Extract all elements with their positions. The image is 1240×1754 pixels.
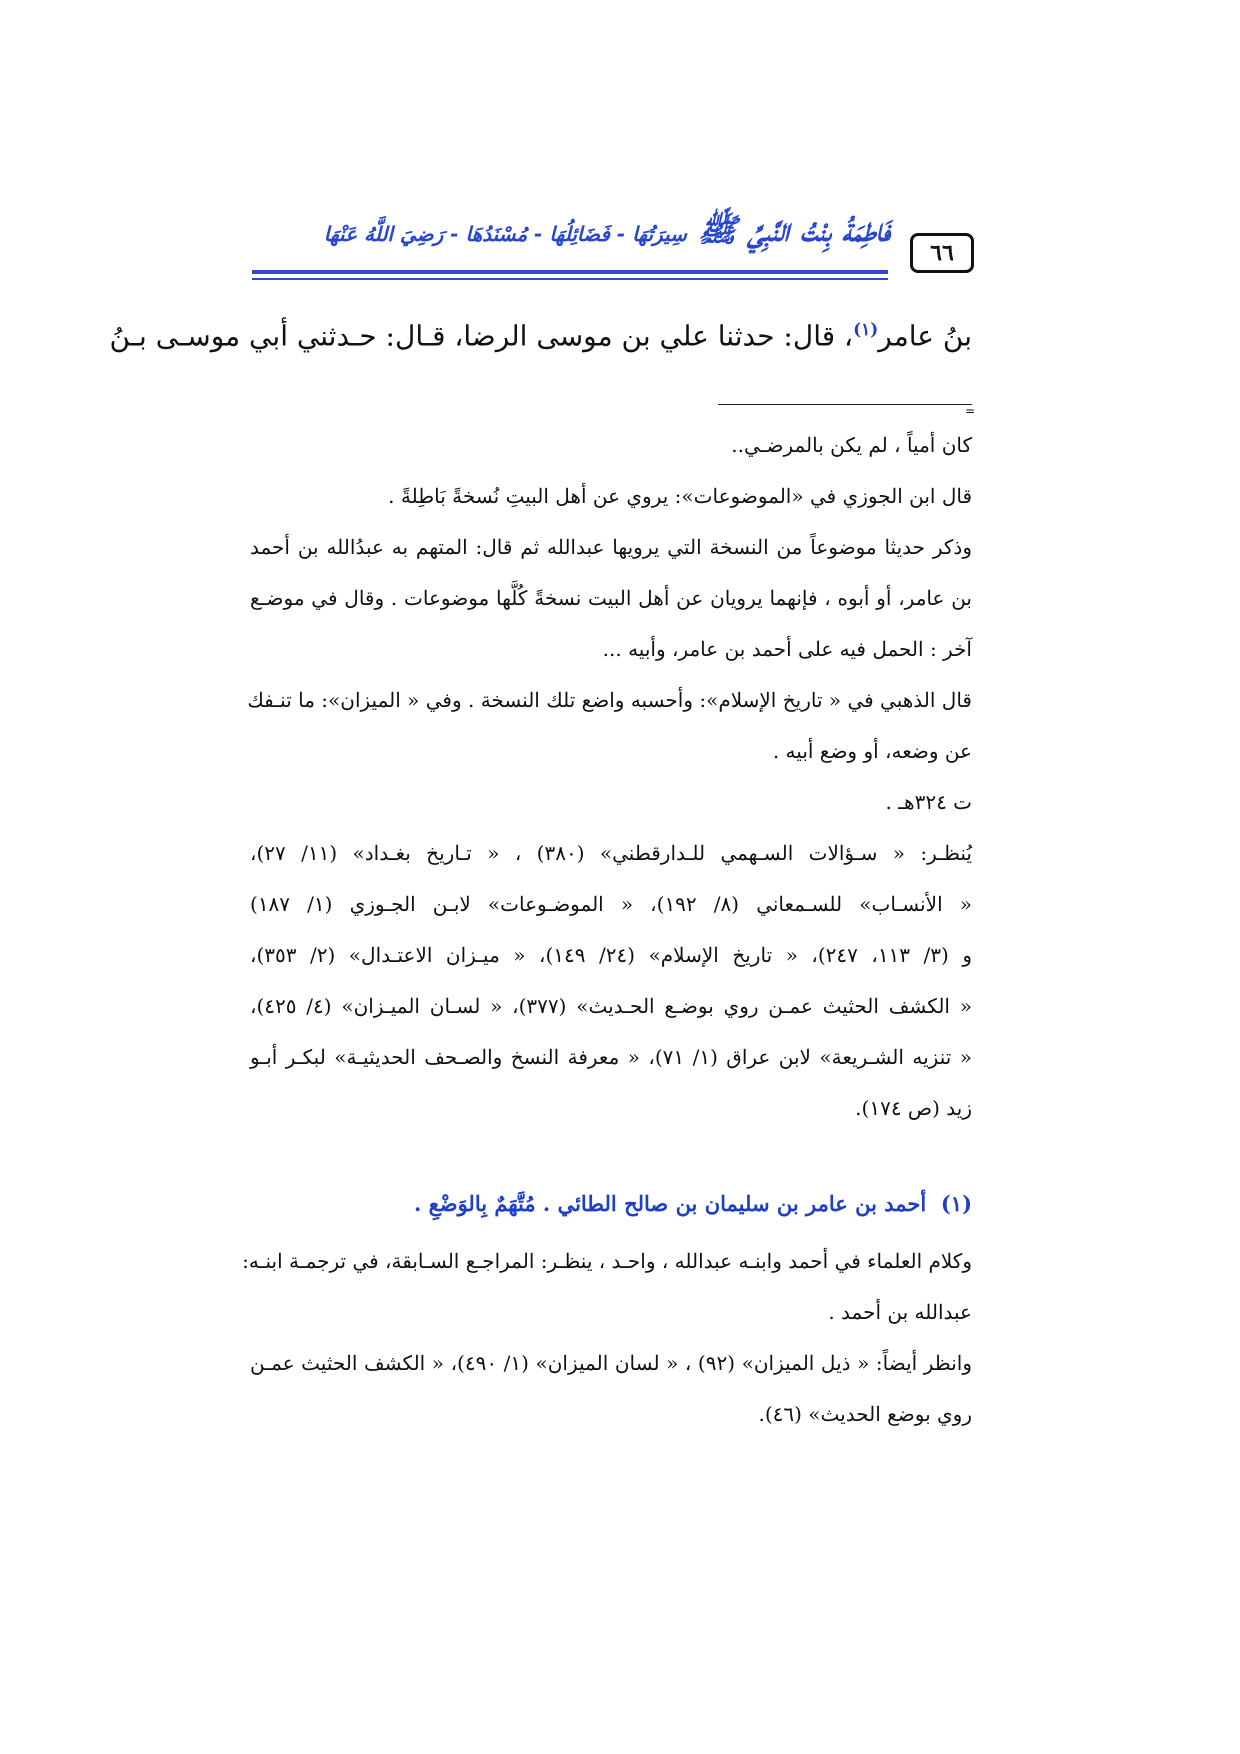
- footnote-1-title: أحمد بن عامر بن سليمان بن صالح الطائي . مُتَّهَمٌ بِالوَضْعِ .: [413, 1191, 927, 1216]
- main-text-before-ref: بنُ عامر: [878, 319, 972, 353]
- continuation-marker: =: [965, 404, 976, 418]
- running-header-title: [310, 200, 890, 260]
- footnote-line: وانظر أيضاً: « ذيل الميزان» (٩٢) ، « لسان الميزان» (١/ ٤٩٠)، « الكشف الحثيث عمـن: [250, 1351, 972, 1375]
- footnote-1-body: [242, 1236, 972, 1440]
- footnote-line: عبدالله بن أحمد .: [828, 1300, 972, 1324]
- footnote-line: عن وضعه، أو وضع أبيه .: [772, 739, 972, 763]
- footnote-continuation: [247, 420, 973, 1134]
- main-text-line: [109, 300, 972, 366]
- header-title-main: فَاطِمَةُ بِنْتُ النَّبِيِّ ﷺ: [698, 211, 890, 249]
- footnote-line: زيد (ص ١٧٤).: [855, 1096, 972, 1120]
- header-rule: [252, 270, 888, 274]
- page-number: ٦٦: [910, 233, 974, 273]
- footnote-line: « الأنسـاب» للسـمعاني (٨/ ١٩٢)، « الموضـوعات» لابـن الجـوزي (١/ ١٨٧): [250, 892, 972, 916]
- footnote-1-number: (١): [940, 1191, 972, 1216]
- footnote-line: وذكر حديثا موضوعاً من النسخة التي يرويها عبدالله ثم قال: المتهم به عبدُالله بن أحمد: [250, 535, 972, 559]
- footnote-line: « الكشف الحثيث عمـن روي بوضـع الحـديث» (٣٧٧)، « لسـان الميـزان» (٤/ ٤٢٥)،: [250, 994, 972, 1018]
- footnote-reference[interactable]: (١): [853, 320, 879, 340]
- footnote-line: بن عامر، أو أبوه ، فإنهما يرويان عن أهل البيت نسخةً كُلَّها موضوعات . وقال في موضـع: [250, 586, 972, 610]
- footnote-line: و (٣/ ١١٣، ٢٤٧)، « تاريخ الإسلام» (٢٤/ ١٤٩)، « ميـزان الاعتـدال» (٢/ ٣٥٣)،: [250, 943, 973, 967]
- main-text-after-ref: ، قال: حدثنا علي بن موسى الرضا، قـال: حـدثني أبي موسـى بـنُ: [109, 319, 854, 353]
- footnote-line: آخر : الحمل فيه على أحمد بن عامر، وأبيه ...: [602, 637, 972, 661]
- footnote-line: قال الذهبي في « تاريخ الإسلام»: وأحسبه واضع تلك النسخة . وفي « الميزان»: ما تنـفك: [247, 688, 972, 712]
- footnote-separator: [718, 404, 972, 405]
- footnote-line: يُنظـر: « سـؤالات السـهمي للـدارقطني» (٣٨٠) ، « تـاريخ بغـداد» (١١/ ٢٧)،: [250, 841, 972, 865]
- footnote-line: قال ابن الجوزي في «الموضوعات»: يروي عن أهل البيتِ نُسخةً بَاطِلةً .: [388, 484, 972, 508]
- footnote-line: وكلام العلماء في أحمد وابنـه عبدالله ، واحـد ، ينظـر: المراجـع السـابقة، في ترجمـة ابنـه:: [242, 1249, 972, 1273]
- footnote-line: ت ٣٢٤هـ .: [885, 790, 972, 814]
- header-title-subtitle: سِيرَتُهَا - فَضَائِلُهَا - مُسْنَدُهَا - رَضِيَ اللَّهُ عَنْهَا: [323, 222, 687, 246]
- footnote-1-heading: [250, 1178, 972, 1230]
- footnote-line: روي بوضع الحديث» (٤٦).: [758, 1402, 972, 1426]
- footnote-line: « تنزيه الشـريعة» لابن عراق (١/ ٧١)، « معرفة النسخ والصـحف الحديثيـة» لبكـر أبـو: [250, 1045, 972, 1069]
- footnote-line: كان أمياً ، لم يكن بالمرضـي..: [731, 433, 972, 457]
- header-rule-thin: [252, 278, 888, 280]
